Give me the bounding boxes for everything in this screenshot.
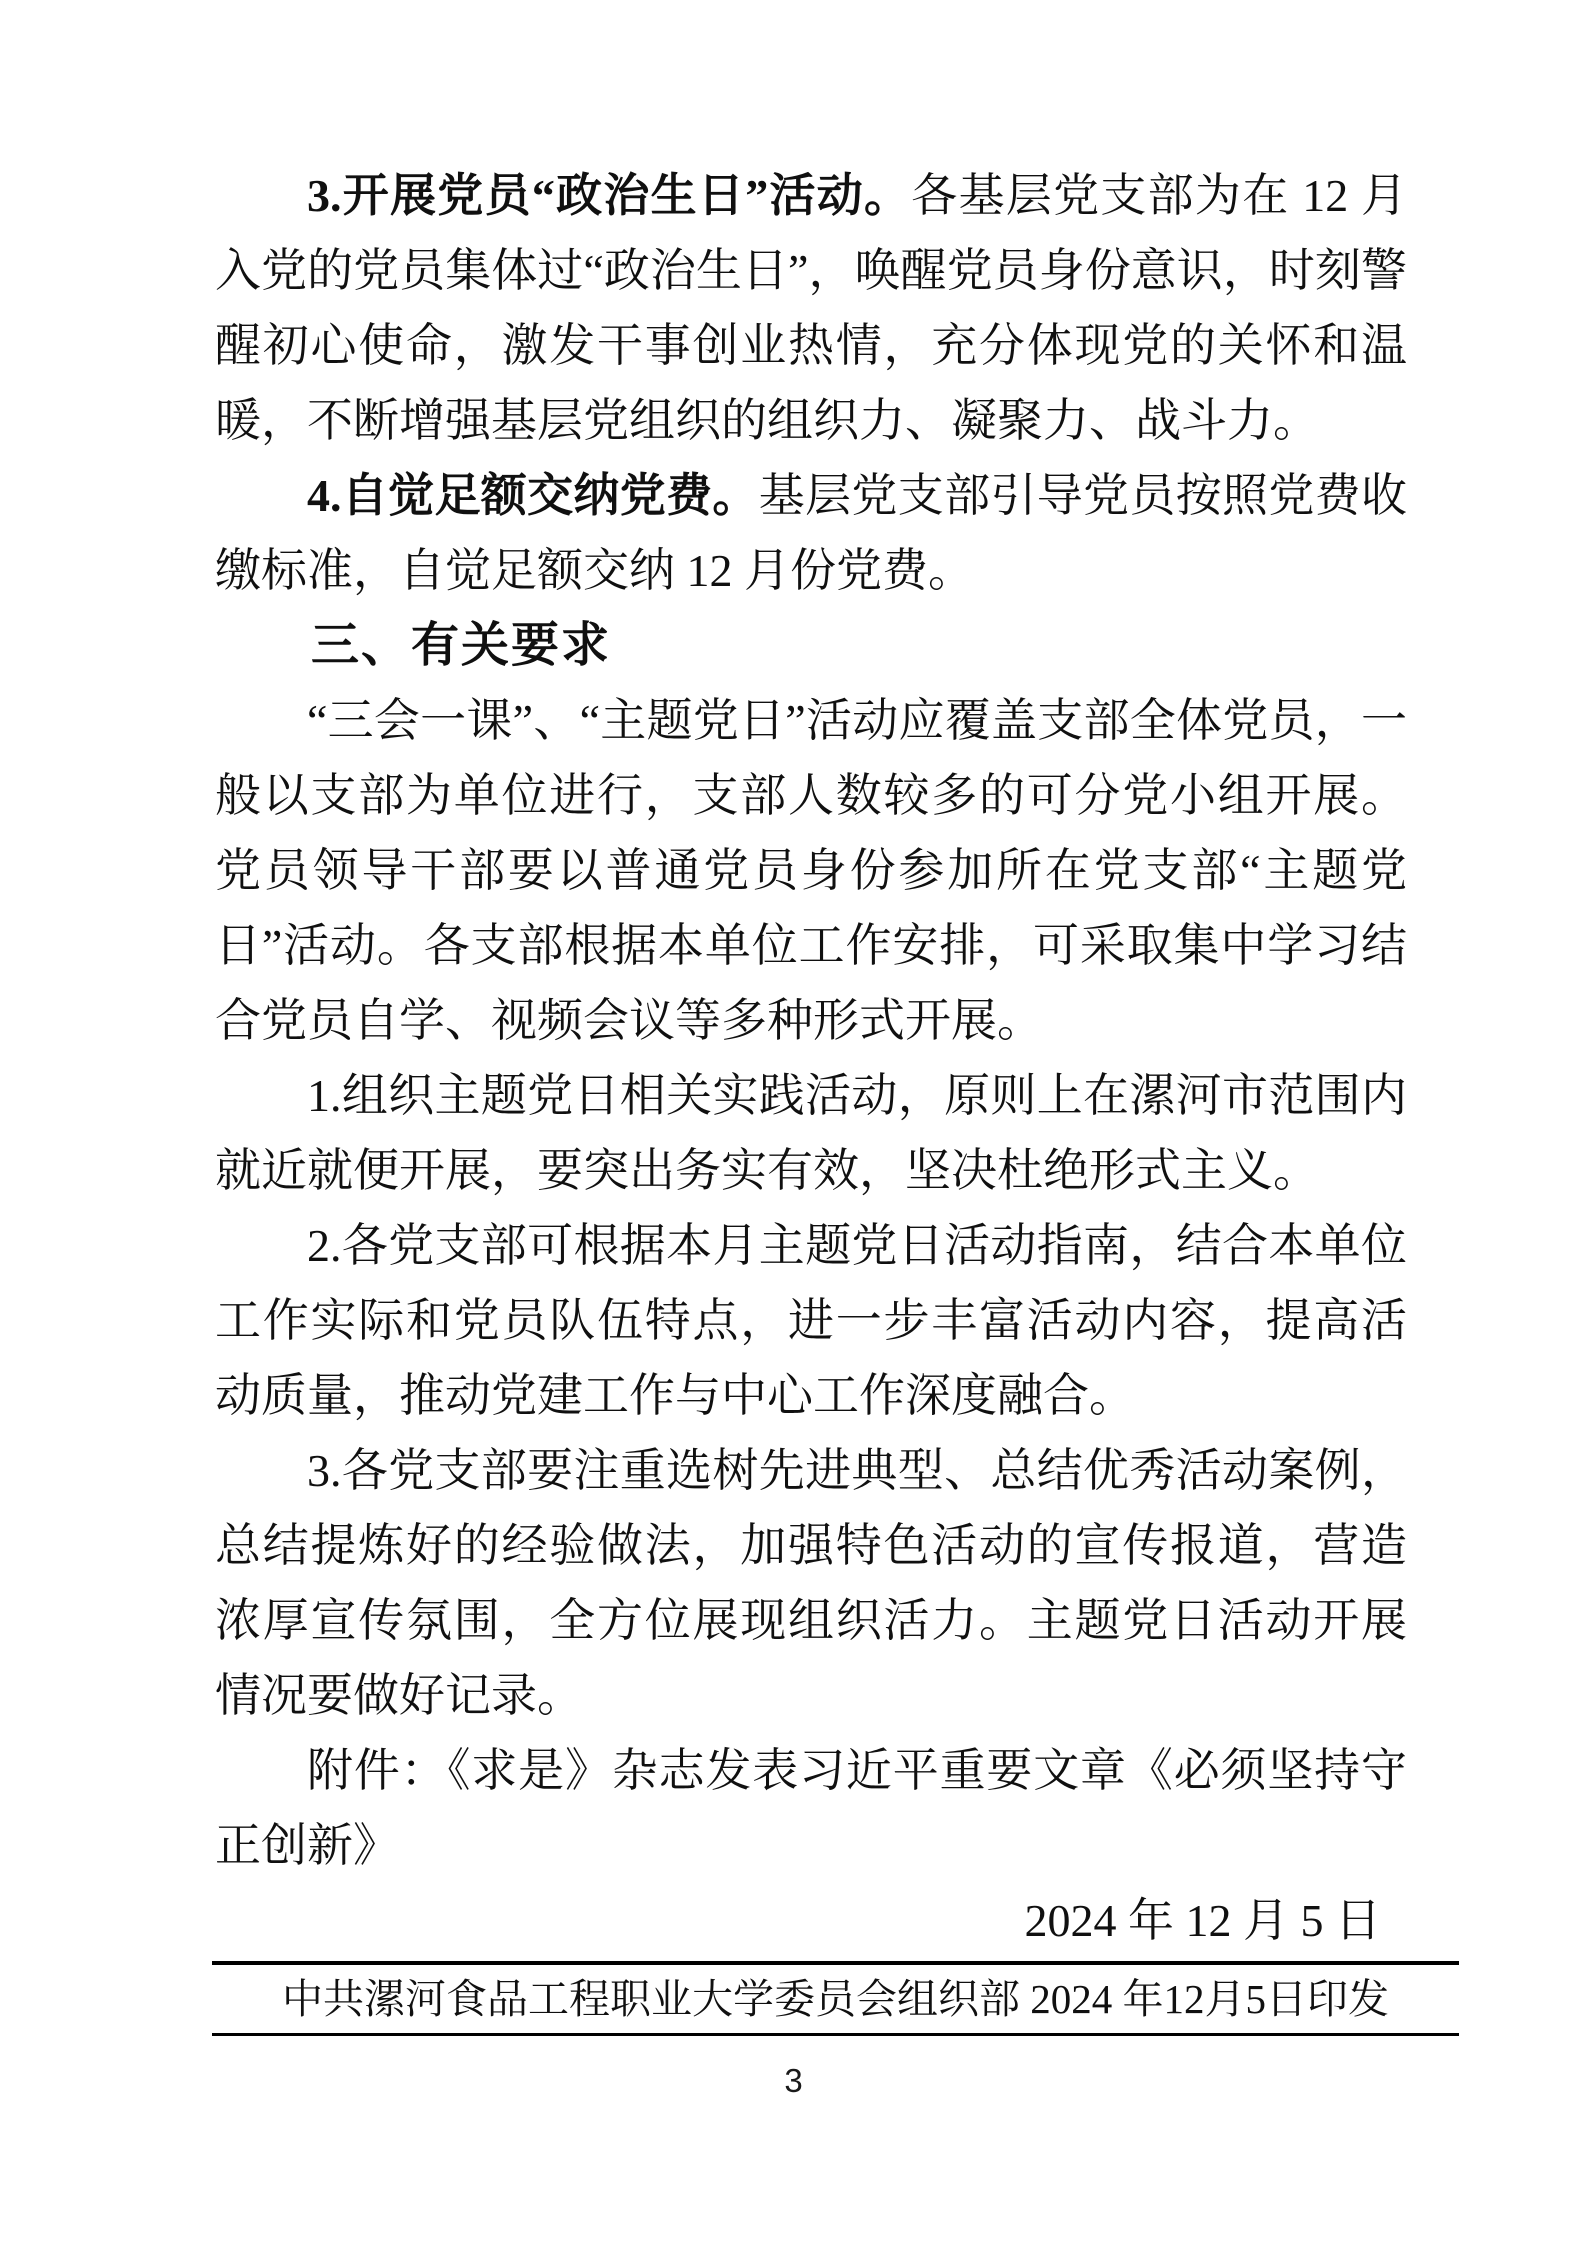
footer-rule-top — [212, 1961, 1459, 1965]
body-paragraph — [215, 158, 1407, 458]
paragraph-lead: 3.开展党员“政治生日”活动。 — [307, 170, 912, 221]
attachment-line: 附件：《求是》杂志发表习近平重要文章《必须坚持守正创新》 — [215, 1745, 1407, 1871]
body-paragraph: 1.组织主题党日相关实践活动，原则上在漯河市范围内就近就便开展，要突出务实有效，坚决杜绝形式主义。 — [215, 1070, 1407, 1196]
body-paragraph — [215, 458, 1407, 608]
body-paragraph: “三会一课”、“主题党日”活动应覆盖支部全体党员，一般以支部为单位进行，支部人数较多的可分党小组开展。党员领导干部要以普通党员身份参加所在党支部“主题党日”活动。各支部根据本单位工作安排，可采取集中学习结合党员自学、视频会议等多种形式开展。 — [215, 695, 1407, 1046]
section-heading: 三、有关要求 — [311, 619, 612, 672]
footer-rule-bottom — [212, 2033, 1459, 2036]
paragraph-text: 基层党支部引导党员按照党费收缴标准，自觉足额交纳 12 月份党费。 — [215, 470, 1408, 596]
date-line: 2024 年 12 月 5 日 — [1024, 1895, 1381, 1946]
body-paragraph: 2.各党支部可根据本月主题党日活动指南，结合本单位工作实际和党员队伍特点，进一步丰富活动内容，提高活动质量，推动党建工作与中心工作深度融合。 — [215, 1220, 1407, 1421]
paragraph-lead: 4.自觉足额交纳党费。 — [307, 470, 759, 521]
body-paragraph: 3.各党支部要注重选树先进典型、总结优秀活动案例，总结提炼好的经验做法，加强特色活动的宣传报道，营造浓厚宣传氛围，全方位展现组织活力。主题党日活动开展情况要做好记录。 — [215, 1445, 1407, 1721]
page-number: 3 — [784, 2062, 803, 2099]
imprint-line: 中共漯河食品工程职业大学委员会组织部 2024 年12月5日印发 — [282, 1976, 1389, 2022]
paragraph-text: 各基层党支部为在 12 月入党的党员集体过“政治生日”，唤醒党员身份意识，时刻警醒初心使命，激发干事创业热情，充分体现党的关怀和温暖，不断增强基层党组织的组织力、凝聚力、战斗力。 — [215, 170, 1408, 446]
document-body — [215, 158, 1407, 1958]
